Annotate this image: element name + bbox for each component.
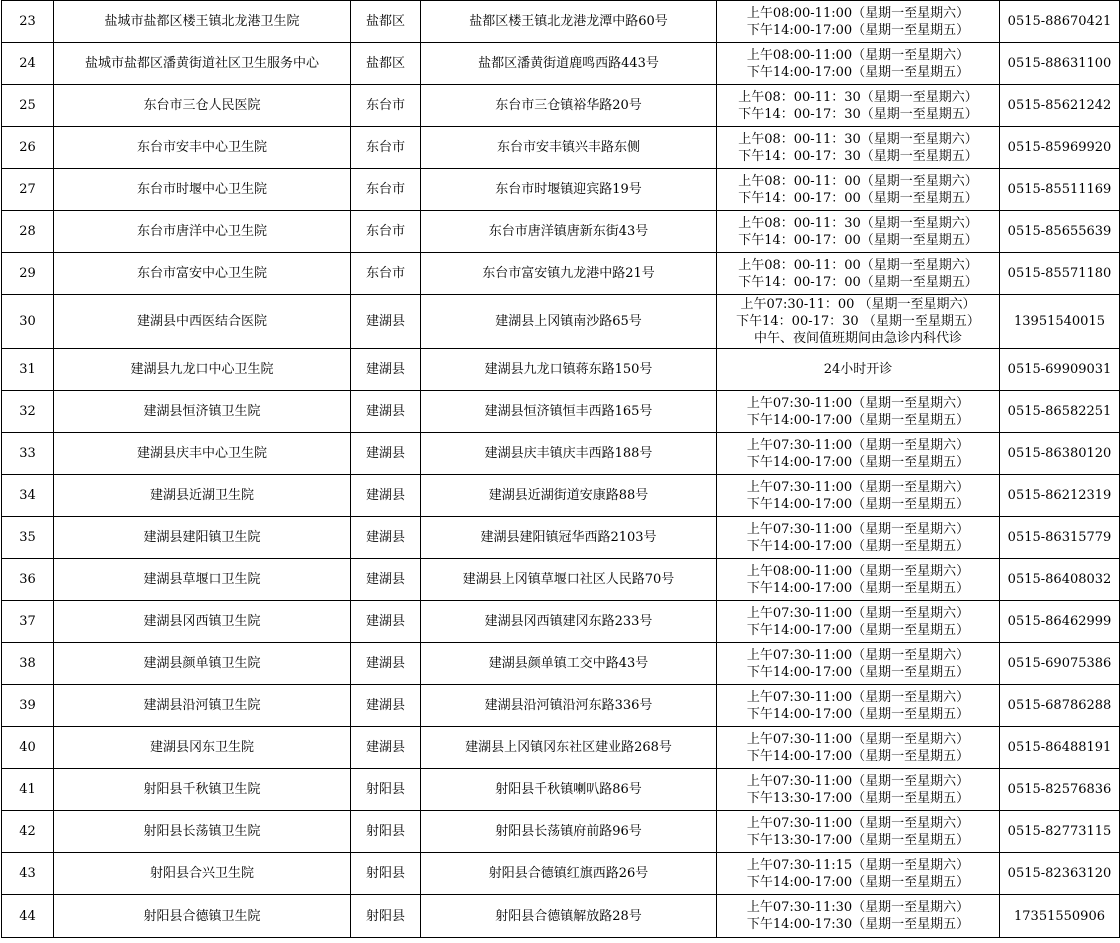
hours-line: 下午14:00-17:00（星期一至星期五） [746, 580, 970, 596]
row-number-cell: 37 [2, 601, 54, 643]
hours-line: 下午14:00-17:00（星期一至星期五） [746, 874, 970, 890]
institution-name-cell: 建湖县庆丰中心卫生院 [54, 433, 351, 475]
district-cell: 射阳县 [351, 769, 421, 811]
hours-line: 下午14:00-17:00（星期一至星期五） [746, 748, 970, 764]
hours-cell [717, 295, 1000, 349]
district-cell: 射阳县 [351, 853, 421, 895]
table-row [2, 601, 1120, 643]
table-row [2, 211, 1120, 253]
table-row [2, 895, 1120, 938]
hours-cell [717, 127, 1000, 169]
row-number-cell: 25 [2, 85, 54, 127]
phone-cell: 0515-85655639 [1000, 211, 1120, 253]
phone-cell: 0515-86488191 [1000, 727, 1120, 769]
hours-line: 下午14:00-17:00（星期一至星期五） [746, 664, 970, 680]
table-row [2, 295, 1120, 349]
hours-line: 上午07:30-11:00（星期一至星期六） [746, 395, 970, 411]
hours-line: 下午14:00-17:00（星期一至星期五） [746, 64, 970, 80]
row-number-cell: 35 [2, 517, 54, 559]
hours-line: 下午14:00-17:00（星期一至星期五） [746, 496, 970, 512]
row-number-cell: 31 [2, 349, 54, 391]
hours-cell [717, 601, 1000, 643]
phone-cell: 0515-86462999 [1000, 601, 1120, 643]
hours-cell [717, 391, 1000, 433]
institution-name-cell: 盐城市盐都区楼王镇北龙港卫生院 [54, 1, 351, 43]
address-cell: 建湖县冈西镇建冈东路233号 [421, 601, 717, 643]
hours-line: 上午08:00-11:00（星期一至星期六） [746, 563, 970, 579]
institution-name-cell: 射阳县合德镇卫生院 [54, 895, 351, 938]
district-cell: 建湖县 [351, 475, 421, 517]
hours-line: 上午07:30-11：00 （星期一至星期六） [740, 297, 976, 312]
address-cell: 建湖县沿河镇沿河东路336号 [421, 685, 717, 727]
hours-cell [717, 169, 1000, 211]
district-cell: 射阳县 [351, 811, 421, 853]
address-cell: 射阳县长荡镇府前路96号 [421, 811, 717, 853]
hours-cell [717, 1, 1000, 43]
hours-cell [717, 43, 1000, 85]
district-cell: 建湖县 [351, 391, 421, 433]
hours-line: 下午14:00-17:00（星期一至星期五） [746, 412, 970, 428]
address-cell: 东台市时堰镇迎宾路19号 [421, 169, 717, 211]
institution-name-cell: 建湖县建阳镇卫生院 [54, 517, 351, 559]
district-cell: 盐都区 [351, 43, 421, 85]
hours-cell [717, 895, 1000, 938]
hours-line: 上午08:00-11:00（星期一至星期六） [746, 47, 970, 63]
hours-line: 24小时开诊 [823, 362, 893, 377]
address-cell: 射阳县合德镇解放路28号 [421, 895, 717, 938]
hours-line: 上午07:30-11:00（星期一至星期六） [746, 605, 970, 621]
table-row [2, 43, 1120, 85]
row-number-cell: 34 [2, 475, 54, 517]
hours-line: 下午14:00-17:00（星期一至星期五） [746, 538, 970, 554]
row-number-cell: 32 [2, 391, 54, 433]
district-cell: 建湖县 [351, 685, 421, 727]
hours-line: 上午07:30-11:15（星期一至星期六） [746, 857, 970, 873]
row-number-cell: 27 [2, 169, 54, 211]
phone-cell: 0515-86582251 [1000, 391, 1120, 433]
address-cell: 盐都区潘黄街道鹿鸣西路443号 [421, 43, 717, 85]
hours-line: 下午14：00-17：30 （星期一至星期五） [736, 314, 980, 329]
hours-line: 上午08：00-11：30（星期一至星期六） [738, 89, 978, 105]
hours-cell [717, 349, 1000, 391]
row-number-cell: 39 [2, 685, 54, 727]
table-row [2, 727, 1120, 769]
table-row [2, 475, 1120, 517]
table-row [2, 349, 1120, 391]
district-cell: 建湖县 [351, 559, 421, 601]
institution-name-cell: 东台市安丰中心卫生院 [54, 127, 351, 169]
phone-cell: 0515-85969920 [1000, 127, 1120, 169]
hours-line: 下午14:00-17:00（星期一至星期五） [746, 454, 970, 470]
address-cell: 东台市富安镇九龙港中路21号 [421, 253, 717, 295]
hours-cell [717, 559, 1000, 601]
district-cell: 建湖县 [351, 433, 421, 475]
row-number-cell: 24 [2, 43, 54, 85]
table-row [2, 169, 1120, 211]
table-row [2, 391, 1120, 433]
hours-line: 下午14:00-17:00（星期一至星期五） [746, 622, 970, 638]
address-cell: 建湖县庆丰镇庆丰西路188号 [421, 433, 717, 475]
hours-line: 上午07:30-11:00（星期一至星期六） [746, 647, 970, 663]
hours-cell [717, 853, 1000, 895]
address-cell: 建湖县颜单镇工交中路43号 [421, 643, 717, 685]
hours-cell [717, 211, 1000, 253]
district-cell: 建湖县 [351, 517, 421, 559]
district-cell: 建湖县 [351, 727, 421, 769]
phone-cell: 0515-82773115 [1000, 811, 1120, 853]
district-cell: 东台市 [351, 211, 421, 253]
phone-cell: 17351550906 [1000, 895, 1120, 938]
hours-line: 上午07:30-11:00（星期一至星期六） [746, 689, 970, 705]
district-cell: 建湖县 [351, 643, 421, 685]
address-cell: 建湖县恒济镇恒丰西路165号 [421, 391, 717, 433]
table-row [2, 253, 1120, 295]
table-row [2, 517, 1120, 559]
phone-cell: 0515-82363120 [1000, 853, 1120, 895]
phone-cell: 0515-69075386 [1000, 643, 1120, 685]
row-number-cell: 44 [2, 895, 54, 938]
hours-line: 下午14：00-17：30（星期一至星期五） [738, 148, 978, 164]
hours-line: 下午13:30-17:00（星期一至星期五） [746, 790, 970, 806]
address-cell: 射阳县千秋镇喇叭路86号 [421, 769, 717, 811]
hours-line: 上午08：00-11：00（星期一至星期六） [738, 257, 978, 273]
row-number-cell: 26 [2, 127, 54, 169]
hours-cell [717, 253, 1000, 295]
hours-line: 上午07:30-11:00（星期一至星期六） [746, 521, 970, 537]
address-cell: 东台市唐洋镇唐新东街43号 [421, 211, 717, 253]
table-row [2, 811, 1120, 853]
institution-name-cell: 东台市时堰中心卫生院 [54, 169, 351, 211]
hours-line: 上午08：00-11：30（星期一至星期六） [738, 131, 978, 147]
hours-line: 上午07:30-11:00（星期一至星期六） [746, 437, 970, 453]
address-cell: 东台市三仓镇裕华路20号 [421, 85, 717, 127]
phone-cell: 0515-82576836 [1000, 769, 1120, 811]
table-row [2, 559, 1120, 601]
phone-cell: 13951540015 [1000, 295, 1120, 349]
hours-line: 上午07:30-11:00（星期一至星期六） [746, 773, 970, 789]
institution-name-cell: 东台市富安中心卫生院 [54, 253, 351, 295]
hours-cell [717, 769, 1000, 811]
institution-name-cell: 盐城市盐都区潘黄街道社区卫生服务中心 [54, 43, 351, 85]
hours-line: 下午14:00-17:30（星期一至星期五） [746, 917, 970, 932]
row-number-cell: 40 [2, 727, 54, 769]
table-row [2, 1, 1120, 43]
table-row [2, 769, 1120, 811]
institution-name-cell: 建湖县颜单镇卫生院 [54, 643, 351, 685]
address-cell: 建湖县近湖街道安康路88号 [421, 475, 717, 517]
table-row [2, 433, 1120, 475]
address-cell: 建湖县上冈镇冈东社区建业路268号 [421, 727, 717, 769]
table-row [2, 127, 1120, 169]
phone-cell: 0515-85511169 [1000, 169, 1120, 211]
district-cell: 东台市 [351, 169, 421, 211]
phone-cell: 0515-69909031 [1000, 349, 1120, 391]
institution-name-cell: 建湖县九龙口中心卫生院 [54, 349, 351, 391]
institution-name-cell: 射阳县千秋镇卫生院 [54, 769, 351, 811]
institution-name-cell: 射阳县长荡镇卫生院 [54, 811, 351, 853]
address-cell: 建湖县建阳镇冠华西路2103号 [421, 517, 717, 559]
hours-line: 下午13:30-17:00（星期一至星期五） [746, 832, 970, 848]
district-cell: 盐都区 [351, 1, 421, 43]
hours-line: 下午14:00-17:00（星期一至星期五） [746, 22, 970, 38]
address-cell: 建湖县九龙口镇蒋东路150号 [421, 349, 717, 391]
hours-line: 上午08：00-11：00（星期一至星期六） [738, 173, 978, 189]
hours-cell [717, 475, 1000, 517]
district-cell: 东台市 [351, 85, 421, 127]
phone-cell: 0515-86408032 [1000, 559, 1120, 601]
district-cell: 建湖县 [351, 295, 421, 349]
hours-cell [717, 433, 1000, 475]
phone-cell: 0515-88670421 [1000, 1, 1120, 43]
hours-line: 下午14：00-17：00（星期一至星期五） [738, 190, 978, 206]
row-number-cell: 33 [2, 433, 54, 475]
address-cell: 建湖县上冈镇南沙路65号 [421, 295, 717, 349]
address-cell: 东台市安丰镇兴丰路东侧 [421, 127, 717, 169]
institution-name-cell: 建湖县冈东卫生院 [54, 727, 351, 769]
row-number-cell: 23 [2, 1, 54, 43]
district-cell: 射阳县 [351, 895, 421, 938]
address-cell: 盐都区楼王镇北龙港龙潭中路60号 [421, 1, 717, 43]
hours-line: 上午08：00-11：30（星期一至星期六） [738, 215, 978, 231]
row-number-cell: 36 [2, 559, 54, 601]
phone-cell: 0515-68786288 [1000, 685, 1120, 727]
hours-line: 下午14:00-17:00（星期一至星期五） [746, 706, 970, 722]
hours-cell [717, 517, 1000, 559]
institution-name-cell: 射阳县合兴卫生院 [54, 853, 351, 895]
hours-cell [717, 85, 1000, 127]
clinic-table [1, 0, 1120, 938]
row-number-cell: 42 [2, 811, 54, 853]
phone-cell: 0515-85621242 [1000, 85, 1120, 127]
hours-line: 上午08:00-11:00（星期一至星期六） [746, 5, 970, 21]
row-number-cell: 38 [2, 643, 54, 685]
table-row [2, 643, 1120, 685]
institution-name-cell: 东台市唐洋中心卫生院 [54, 211, 351, 253]
hours-cell [717, 727, 1000, 769]
hours-cell [717, 685, 1000, 727]
phone-cell: 0515-85571180 [1000, 253, 1120, 295]
phone-cell: 0515-86315779 [1000, 517, 1120, 559]
phone-cell: 0515-86212319 [1000, 475, 1120, 517]
table-row [2, 685, 1120, 727]
hours-cell [717, 643, 1000, 685]
hours-line: 中午、夜间值班期间由急诊内科代诊 [753, 331, 962, 346]
hours-line: 下午14：00-17：30（星期一至星期五） [738, 106, 978, 122]
address-cell: 射阳县合德镇红旗西路26号 [421, 853, 717, 895]
institution-name-cell: 建湖县恒济镇卫生院 [54, 391, 351, 433]
phone-cell: 0515-88631100 [1000, 43, 1120, 85]
row-number-cell: 30 [2, 295, 54, 349]
row-number-cell: 29 [2, 253, 54, 295]
table-row [2, 85, 1120, 127]
table-row [2, 853, 1120, 895]
district-cell: 东台市 [351, 127, 421, 169]
phone-cell: 0515-86380120 [1000, 433, 1120, 475]
row-number-cell: 28 [2, 211, 54, 253]
institution-name-cell: 东台市三仓人民医院 [54, 85, 351, 127]
hours-line: 上午07:30-11:00（星期一至星期六） [746, 815, 970, 831]
hours-line: 上午07:30-11:00（星期一至星期六） [746, 731, 970, 747]
hours-line: 下午14：00-17：00（星期一至星期五） [738, 232, 978, 248]
hours-cell [717, 811, 1000, 853]
institution-name-cell: 建湖县中西医结合医院 [54, 295, 351, 349]
hours-line: 上午07:30-11:00（星期一至星期六） [746, 479, 970, 495]
hours-line: 下午14：00-17：00（星期一至星期五） [738, 274, 978, 290]
institution-name-cell: 建湖县草堰口卫生院 [54, 559, 351, 601]
clinic-table-body [2, 1, 1120, 938]
district-cell: 东台市 [351, 253, 421, 295]
district-cell: 建湖县 [351, 601, 421, 643]
address-cell: 建湖县上冈镇草堰口社区人民路70号 [421, 559, 717, 601]
institution-name-cell: 建湖县近湖卫生院 [54, 475, 351, 517]
row-number-cell: 43 [2, 853, 54, 895]
institution-name-cell: 建湖县冈西镇卫生院 [54, 601, 351, 643]
row-number-cell: 41 [2, 769, 54, 811]
hours-line: 上午07:30-11:30（星期一至星期六） [746, 900, 970, 915]
institution-name-cell: 建湖县沿河镇卫生院 [54, 685, 351, 727]
district-cell: 建湖县 [351, 349, 421, 391]
